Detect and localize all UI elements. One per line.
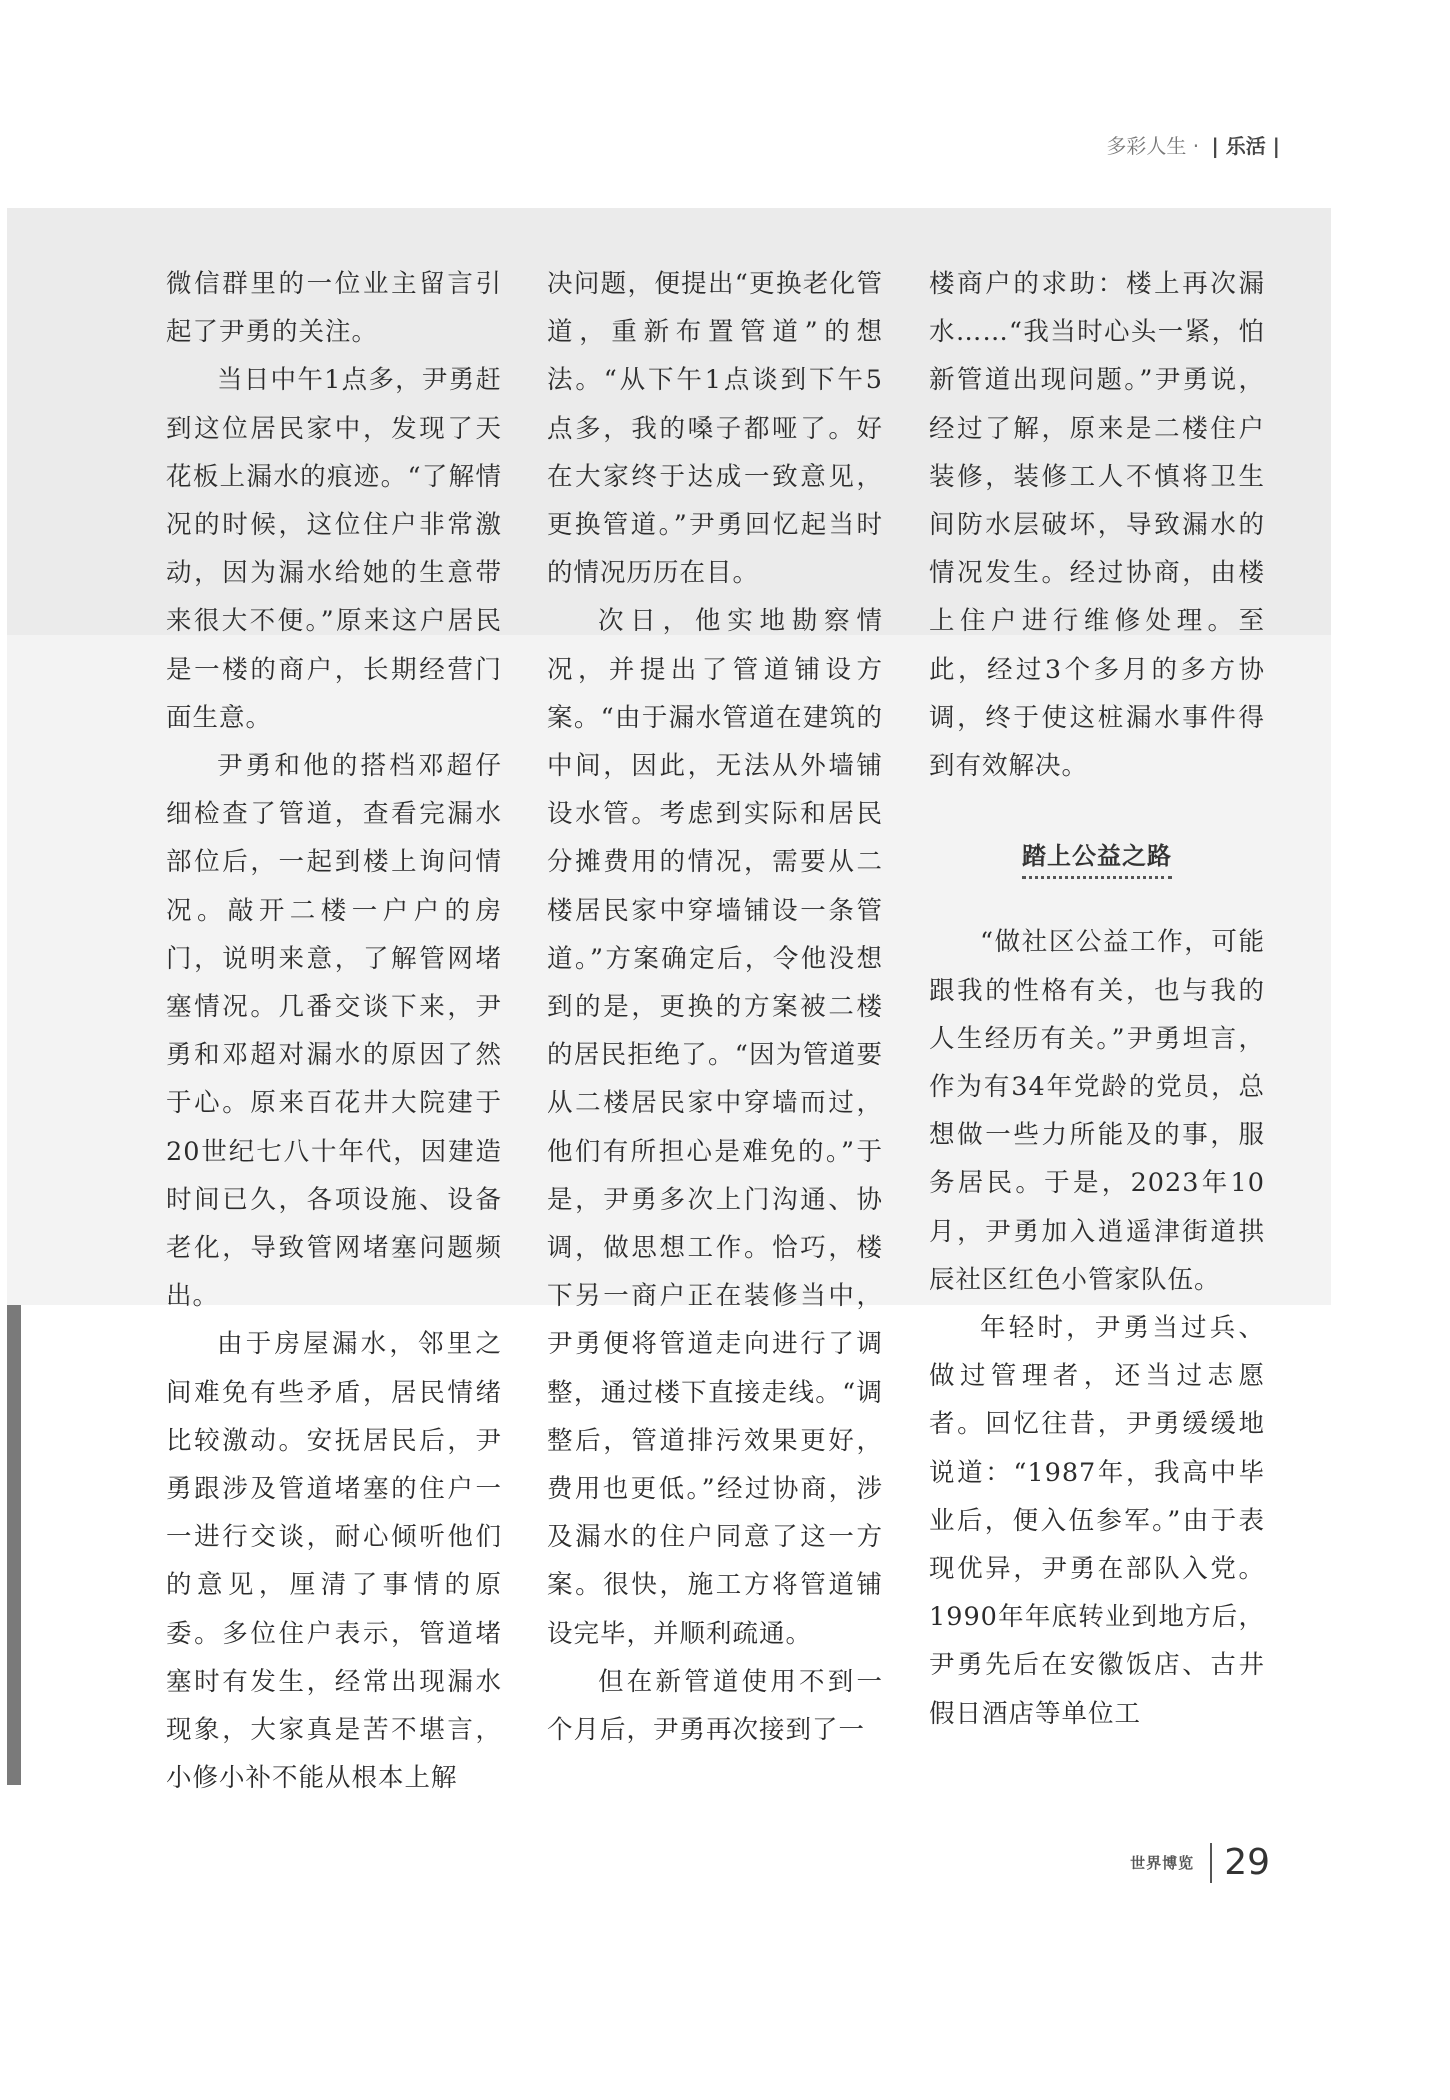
article-column-3: [929, 260, 1265, 1738]
page-number: 29: [1224, 1842, 1270, 1883]
magazine-brand: 世界博览: [1130, 1854, 1195, 1872]
subheading-text: 踏上公益之路: [1022, 842, 1172, 879]
column-3-upper-text: [929, 260, 1265, 790]
paragraph: “做社区公益工作，可能跟我的性格有关，也与我的人生经历有关。”尹勇坦言，作为有34年党龄的党员，总想做一些力所能及的事，服务居民。于是，2023年10月，尹勇加入逍遥津街道拱辰社区红色小管家队伍。: [929, 927, 1265, 1295]
header-section: | 乐活 |: [1211, 134, 1280, 158]
section-subheading: [929, 832, 1265, 880]
page-footer: [1130, 1842, 1270, 1883]
paragraph: 楼商户的求助：楼上再次漏水……“我当时心头一紧，怕新管道出现问题。”尹勇说，经过了解，原来是二楼住户装修，装修工人不慎将卫生间防水层破坏，导致漏水的情况发生。经过协商，由楼上住户进行维修处理。至此，经过3个多月的多方协调，终于使这桩漏水事件得到有效解决。: [929, 269, 1265, 782]
paragraph: 由于房屋漏水，邻里之间难免有些矛盾，居民情绪比较激动。安抚居民后，尹勇跟涉及管道堵塞的住户一一进行交谈，耐心倾听他们的意见，厘清了事情的原委。多位住户表示，管道堵塞时有发生，经常出现漏水现象，大家真是苦不堪言，小修小补不能从根本上解: [166, 1329, 502, 1794]
paragraph: 次日，他实地勘察情况，并提出了管道铺设方案。“由于漏水管道在建筑的中间，因此，无法从外墙铺设水管。考虑到实际和居民分摊费用的情况，需要从二楼居民家中穿墙铺设一条管道。”方案确定后，令他没想到的是，更换的方案被二楼的居民拒绝了。“因为管道要从二楼居民家中穿墙而过，他们有所担心是难免的。”于是，尹勇多次上门沟通、协调，做思想工作。恰巧，楼下另一商户正在装修当中，尹勇便将管道走向进行了调整，通过楼下直接走线。“调整后，管道排污效果更好，费用也更低。”经过协商，涉及漏水的住户同意了这一方案。很快，施工方将管道铺设完毕，并顺利疏通。: [547, 606, 883, 1649]
paragraph: 当日中午1点多，尹勇赶到这位居民家中，发现了天花板上漏水的痕迹。“了解情况的时候，这位住户非常激动，因为漏水给她的生意带来很大不便。”原来这户居民是一楼的商户，长期经营门面生意。: [166, 365, 502, 733]
footer-divider: [1210, 1843, 1212, 1883]
paragraph: 年轻时，尹勇当过兵、做过管理者，还当过志愿者。回忆往昔，尹勇缓缓地说道：“1987年，我高中毕业后，便入伍参军。”由于表现优异，尹勇在部队入党。1990年年底转业到地方后，尹勇先后在安徽饭店、古井假日酒店等单位工: [929, 1313, 1265, 1729]
paragraph: 尹勇和他的搭档邓超仔细检查了管道，查看完漏水部位后，一起到楼上询问情况。敲开二楼一户户的房门，说明来意，了解管网堵塞情况。几番交谈下来，尹勇和邓超对漏水的原因了然于心。原来百花井大院建于20世纪七八十年代，因建造时间已久，各项设施、设备老化，导致管网堵塞问题频出。: [166, 751, 502, 1312]
paragraph: 微信群里的一位业主留言引起了尹勇的关注。: [166, 269, 502, 348]
paragraph: 决问题，便提出“更换老化管道，重新布置管道”的想法。“从下午1点谈到下午5点多，我的嗓子都哑了。好在大家终于达成一致意见，更换管道。”尹勇回忆起当时的情况历历在目。: [547, 269, 883, 589]
article-column-1: [166, 260, 502, 1803]
page-header: [1106, 130, 1280, 159]
header-series: 多彩人生 ·: [1106, 134, 1200, 158]
paragraph: 但在新管道使用不到一个月后，尹勇再次接到了一: [547, 1666, 883, 1746]
column-3-lower-text: [929, 918, 1265, 1737]
article-column-2: [547, 260, 883, 1754]
background-edge-strip: [7, 1305, 21, 1785]
